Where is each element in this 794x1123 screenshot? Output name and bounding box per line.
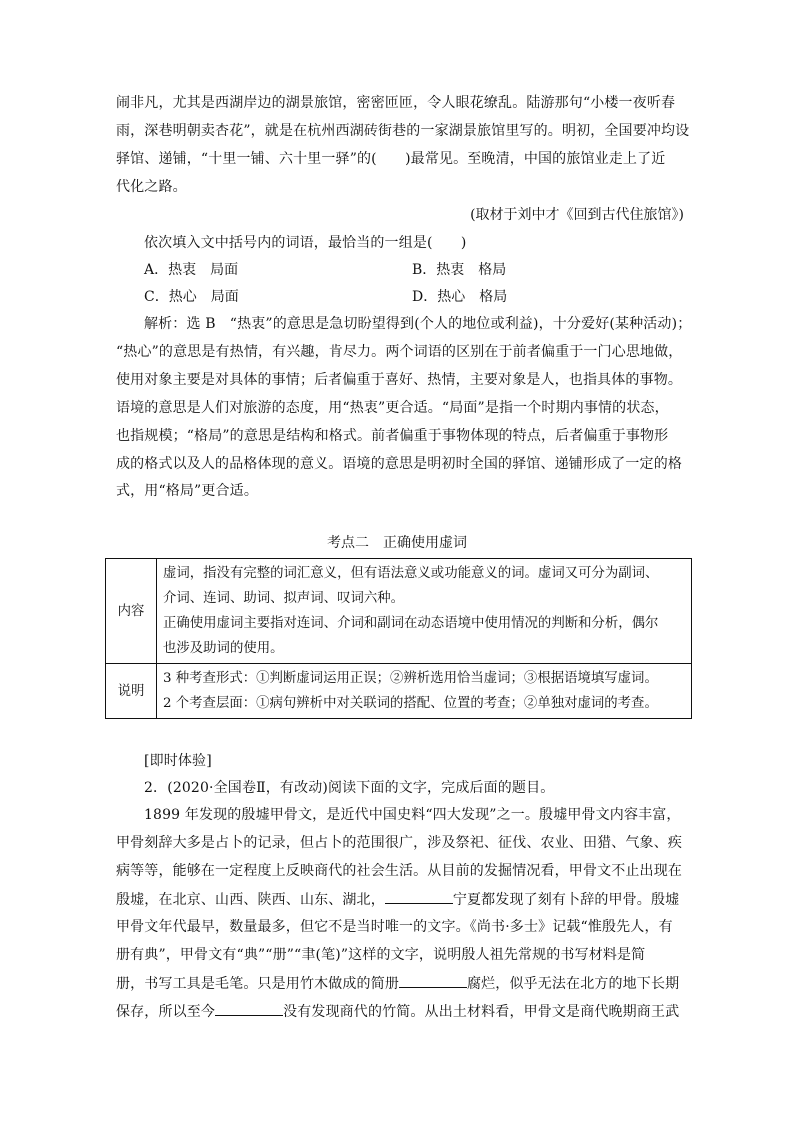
analysis-line: 也指规模；“格局”的意思是结构和格式。前者偏重于事物体现的特点，后者偏重于事物形: [116, 428, 669, 444]
passage-line: 代化之路。: [116, 179, 187, 195]
cell-line: 2 个考查层面：①病句辨析中对关联词的搭配、位置的考查；②单独对虚词的考查。: [163, 696, 658, 711]
source-citation: (取材于刘中才《回到古代住旅馆》): [470, 207, 684, 223]
option-d: D．热心 格局: [412, 289, 508, 305]
q2-text-segment: 殷墟，在北京、山西、陕西、山东、湖北，: [116, 892, 385, 908]
cell-line: 介词、连词、助词、拟声词、叹词六种。: [163, 591, 405, 606]
q2-text-segment: 保存，所以至今: [116, 1004, 216, 1020]
analysis-line: 语境的意思是人们对旅游的态度，用“热衷”更合适。“局面”是指一个时期内事情的状态，: [116, 400, 669, 416]
option-a: A．热衷 局面: [144, 262, 239, 278]
fill-blank-2[interactable]: [399, 973, 467, 988]
cell-line: 也涉及助词的使用。: [163, 641, 284, 656]
q2-text-segment: 没有发现商代的竹简。从出土材料看，甲骨文是商代晚期商王武: [283, 1004, 680, 1020]
option-b: B．热衷 格局: [412, 262, 507, 278]
analysis-line: 使用对象主要是对具体的事情；后者偏重于喜好、热情，主要对象是人，也指具体的事物。: [116, 372, 682, 388]
q2-text-segment: 腐烂，似乎无法在北方的地下长期: [467, 976, 680, 992]
question-intro: 2．(2020·全国卷Ⅱ，有改动)阅读下面的文字，完成后面的题目。: [144, 780, 555, 796]
q2-passage-line: 甲骨刻辞大多是占卜的记录，但占卜的范围很广，涉及祭祀、征伐、农业、田猎、气象、疾: [116, 835, 682, 851]
passage-line: 驿馆、递铺，“十里一铺、六十里一驿”的( )最常见。至晚清，中国的旅馆业走上了近: [116, 151, 666, 167]
passage-line: 闹非凡，尤其是西湖岸边的湖景旅馆，密密匝匝，令人眼花缭乱。陆游那句“小楼一夜听春: [116, 95, 676, 111]
cell-line: 正确使用虚词主要指对连词、介词和副词在动态语境中使用情况的判断和分析，偶尔: [163, 616, 659, 631]
q2-passage-line: 1899 年发现的殷墟甲骨文，是近代中国史料“四大发现”之一。殷墟甲骨文内容丰富，: [144, 807, 681, 823]
question-stem: 依次填入文中括号内的词语，最恰当的一组是( ): [144, 235, 467, 251]
q2-passage-line: 册有典”，甲骨文有“典”“册”“聿(笔)”这样的文字，说明殷人祖先常规的书写材料是简: [116, 947, 646, 963]
analysis-line: 成的格式以及人的品格体现的意义。语境的意思是明初时全国的驿馆、递铺形成了一定的格: [116, 456, 682, 472]
row-content-cell: [157, 559, 692, 664]
analysis-line: 式，用“格局”更合适。: [116, 483, 258, 499]
section-title: 考点二 正确使用虚词: [327, 535, 467, 551]
analysis-line: 解析：选 B “热衷”的意思是急切盼望得到(个人的地位或利益)，十分爱好(某种活动)；: [144, 316, 692, 332]
table-row: [106, 559, 692, 664]
q2-text-segment: 册，书写工具是毛笔。只是用竹木做成的简册: [116, 976, 399, 992]
cell-line: 3 种考查形式：①判断虚词运用正误；②辨析选用恰当虚词；③根据语境填写虚词。: [163, 671, 658, 686]
analysis-line: “热心”的意思是有热情，有兴趣，肯尽力。两个词语的区别在于前者偏重于一门心思地做，: [116, 344, 683, 360]
knowledge-table: [105, 558, 692, 719]
q2-passage-line: [116, 889, 679, 910]
q2-passage-line: [116, 973, 679, 994]
q2-passage-line: 病等等，能够在一定程度上反映商代的社会生活。从目前的发掘情况看，甲骨文不止出现在: [116, 863, 682, 879]
row-label-content: 内容: [106, 559, 157, 664]
fill-blank-3[interactable]: [215, 1001, 283, 1016]
q2-passage-line: [116, 1001, 679, 1022]
q2-text-segment: 宁夏都发现了刻有卜辞的甲骨。殷墟: [452, 892, 680, 908]
row-note-cell: [157, 664, 692, 719]
q2-passage-line: 甲骨文年代最早，数量最多，但它不是当时唯一的文字。《尚书·多士》记载“惟殷先人，有: [116, 919, 673, 935]
practice-header: [即时体验]: [144, 753, 212, 769]
table-row: [106, 664, 692, 719]
cell-line: 虚词，指没有完整的词汇意义，但有语法意义或功能意义的词。虚词又可分为副词、: [163, 566, 659, 581]
fill-blank-1[interactable]: [385, 889, 453, 904]
option-c: C．热心 局面: [144, 289, 239, 305]
passage-line: 雨，深巷明朝卖杏花”，就是在杭州西湖砖街巷的一家湖景旅馆里写的。明初，全国要冲均设: [116, 123, 690, 139]
row-label-note: 说明: [106, 664, 157, 719]
